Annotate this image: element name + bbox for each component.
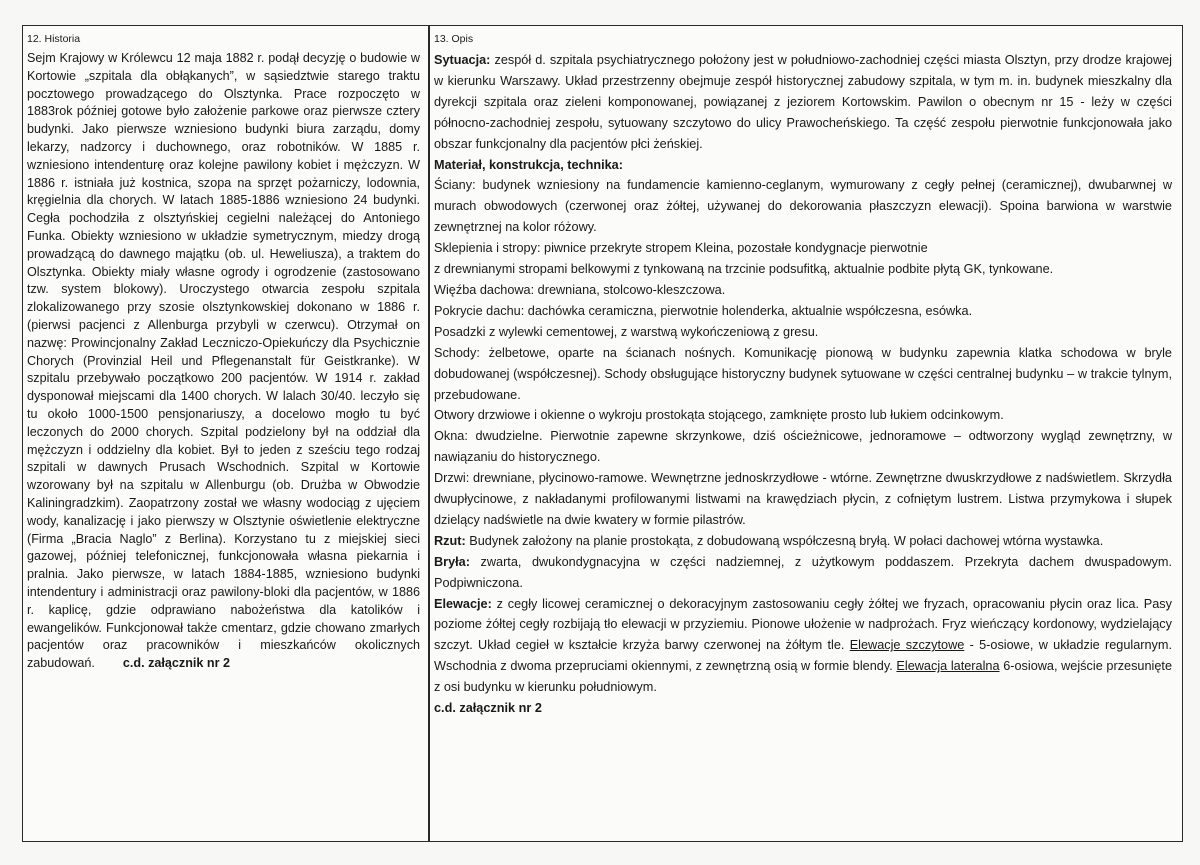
history-body: Sejm Krajowy w Królewcu 12 maja 1882 r. podął decyzję o budowie w Kortowie „szpitala dla obłąkanych”, w sąsiedztwie starego traktu pocztowego prowadzącego do Olsztynka. Prace rozpoczęto w 1883rok później gotowe było założenie parkowe oraz pierwsze cztery budynki. Jako pierwsze wzniesiono budynki biura zarządu, domy lekarzy, nadzorcy i duchownego, oraz robotników. W 1885 r. wzniesiono intendenturę oraz kolejne pawilony kobiet i mężczyzn. W 1886 r. istniała już kostnica, szopa na sprzęt pożarniczy, lodownia, kręgielnia dla chorych. W latach 1885-1886 wzniesiono 24 budynki. Cegła pochodziła z olsztyńskiej cegielni należącej do Antoniego Funka. Obiekty wzniesiono w układzie symetrycznym, miedzy drogą prowadzącą do dawnego majątku (ob. ul. Heweliusza), a traktem do Olsztynka. Obiekty miały własne ogrody i ogrodzenie (zastosowano tzw. system blokowy). Uroczystego otwarcia zespołu szpitala zlokalizowanego przy szosie olsztynkowskiej dokonano w 1886 r. (pierwsi pacjenci z Allenburga przybyli w czerwcu). Otrzymał on nazwę: Prowincjonalny Zakład Leczniczo-Opiekuńczy dla Psychicznie Chorych (Provinzial Heil und Pflegenanstalt für Geistkranke). W szpitalu przebywało początkowo 200 pacjentów. W 1914 r. zakład dysponował miejscami dla 1400 chorych. W lalach 30/40. leczyło się tu około 1000-1500 pensjonariuszy, a docelowo mogło tu być leczonych do 2000 chorych. Szpital podzielony był na oddział dla mężczyzn i oddzielny dla kobiet. Był to jeden z sześciu tego rodzaj szpitali w dawnych Prusach Wschodnich. Szpital w Kortowie wzorowany był na szpitalu w Allenburgu (ob. Drużba w Obwodzie Kaliningradzkim). Zaopatrzony został we własny wodociąg z ujęciem wody, kanalizację i jako pierwszy w Olsztynie oświetlenie elektryczne (Firma „Bracia Naglo” z Berlina). Korzystano tu z miejskiej sieci gazowej, później telefonicznej, funkcjonowała własna piekarnia i pralnia. Jako pierwsze, w latach 1884-1885, wzniesiono budynki intendentury i administracji oraz pawilony-bloki dla pacjentów, w 1886 r. kaplicę, gdzie odprawiano nabożeństwa dla katolików i ewangelików. Funkcjonował także cmentarz, gdzie chowano zmarłych pacjentów oraz pracowników i mieszkańców okolicznych zabudowań. [27, 51, 420, 671]
roof-truss-paragraph: Więźba dachowa: drewniana, stolcowo-kleszczowa. [434, 282, 726, 297]
plan-label: Rzut: [434, 533, 466, 548]
vaults-line-2: z drewnianymi stropami belkowymi z tynkowaną na trzcinie podsufitką, aktualnie podbite płytą GK, tynkowane. [434, 262, 1054, 277]
gable-elevations-label: Elewacje szczytowe [849, 638, 965, 653]
history-header: 12. Historia [27, 33, 81, 45]
windows-paragraph: Okna: dwudzielne. Pierwotnie zapewne skrzynkowe, dziś ościeżnicowe, jednoramowe – odtworzony wygląd zewnętrzny, w nawiązaniu do historycznego. [434, 429, 1172, 465]
column-divider [428, 26, 430, 841]
lateral-elevation-text: 6-osiowa, wejście przesunięte z osi budynku w kierunku południowym. [434, 659, 1173, 695]
document-frame [22, 25, 1183, 842]
plan-text: Budynek założony na planie prostokąta, z dobudowaną współczesną bryłą. W połaci dachowej wtórna wystawka. [465, 533, 1104, 548]
doors-paragraph: Drzwi: drewniane, płycinowo-ramowe. Wewnętrzne jednoskrzydłowe - wtórne. Zewnętrzne dwuskrzydłowe z nadświetlem. Skrzydła dwupłycinowe, z nakładanymi profilowanymi listwami na krawędziach płycin, z cofniętym lustrem. Listwa przymykowa i słupek dzielący nadświetle na dwie kwatery w formie pilastrów. [434, 471, 1172, 527]
gable-elevations-text: - 5-osiowe, w układzie regularnym. Wschodnia z dwoma przepruciami okiennymi, z zewnętrzną osią w formie blendy. [434, 638, 1172, 674]
lateral-elevation-label: Elewacja lateralna [896, 659, 1000, 674]
description-continuation: c.d. załącznik nr 2 [434, 701, 542, 716]
material-heading: Materiał, konstrukcja, technika: [434, 157, 623, 172]
walls-paragraph: Ściany: budynek wzniesiony na fundamencie kamienno-ceglanym, wymurowany z cegły pełnej (ceramicznej), dwubarwnej w murach obwodowych (czerwonej oraz żółtej, używanej do dekorowania płaszczyzn elewacji). Spoina barwiona w warstwie zewnętrznej na kolor różowy. [434, 178, 1172, 235]
mass-paragraph [434, 552, 1172, 594]
elevations-paragraph [434, 594, 1172, 699]
roofing-paragraph: Pokrycie dachu: dachówka ceramiczna, pierwotnie holenderka, aktualnie współczesna, esówka. [434, 303, 973, 318]
history-continuation: c.d. załącznik nr 2 [122, 656, 231, 671]
openings-paragraph: Otwory drzwiowe i okienne o wykroju prostokąta stojącego, zamknięte prosto lub łukiem odcinkowym. [434, 408, 1004, 423]
mass-text: zwarta, dwukondygnacyjna w części nadziemnej, z użytkowym poddaszem. Przekryta dachem dwuspadowym. Podpiwniczona. [434, 554, 1172, 590]
stairs-paragraph: Schody: żelbetowe, oparte na ścianach nośnych. Komunikację pionową w budynku zapewnia klatka schodowa w bryle dobudowanej (współczesnej). Schody obsługujące historyczny budynek sytuowane w części centralnej budynku – w trakcie tylnym, przebudowane. [434, 345, 1172, 402]
elevations-label: Elewacje: [434, 596, 492, 611]
floors-paragraph: Posadzki z wylewki cementowej, z warstwą wykończeniową z gresu. [434, 324, 819, 339]
history-column [27, 32, 420, 673]
mass-label: Bryła: [434, 554, 470, 569]
situation-text: zespół d. szpitala psychiatrycznego położony jest w południowo-zachodniej części miasta Olsztyn, przy drodze krajowej w kierunku Warszawy. Układ przestrzenny obejmuje zespół historycznej zabudowy szpitala, w tym m. in. budynek mieszkalny dla dyrekcji szpitala oraz zieleni komponowanej, powiązanej z jeziorem Kortowskim. Pawilon o obecnym nr 15 - leży w części północno-zachodniej zespołu, sytuowany szczytowo do ulicy Prawocheńskiego. Ta część zespołu pierwotnie funkcjonowała jako obszar funkcjonalny dla pacjentów płci żeńskiej. [434, 53, 1172, 151]
history-text [27, 50, 420, 673]
vaults-line-1: Sklepienia i stropy: piwnice przekryte stropem Kleina, pozostałe kondygnacje pierwotnie [434, 241, 928, 256]
elevations-text: z cegły licowej ceramicznej o dekoracyjnym zastosowaniu cegły żółtej we fryzach, opracowaniu płycin oraz lica. Pasy poziome żółtej cegły rozbijają tło elewacji w przyziemiu. Pionowe ułożenie w nadprożach. Fryz wieńczący kordonowy, wydzielający szczyt. Układ cegieł w kształcie krzyża barwy czerwonej na żółtym tle. [434, 596, 1172, 653]
description-header: 13. Opis [434, 33, 474, 45]
plan-paragraph [434, 531, 1172, 552]
description-text [434, 50, 1172, 719]
description-column [434, 32, 1172, 719]
situation-label: Sytuacja: [434, 53, 491, 67]
situation-paragraph [434, 50, 1172, 155]
